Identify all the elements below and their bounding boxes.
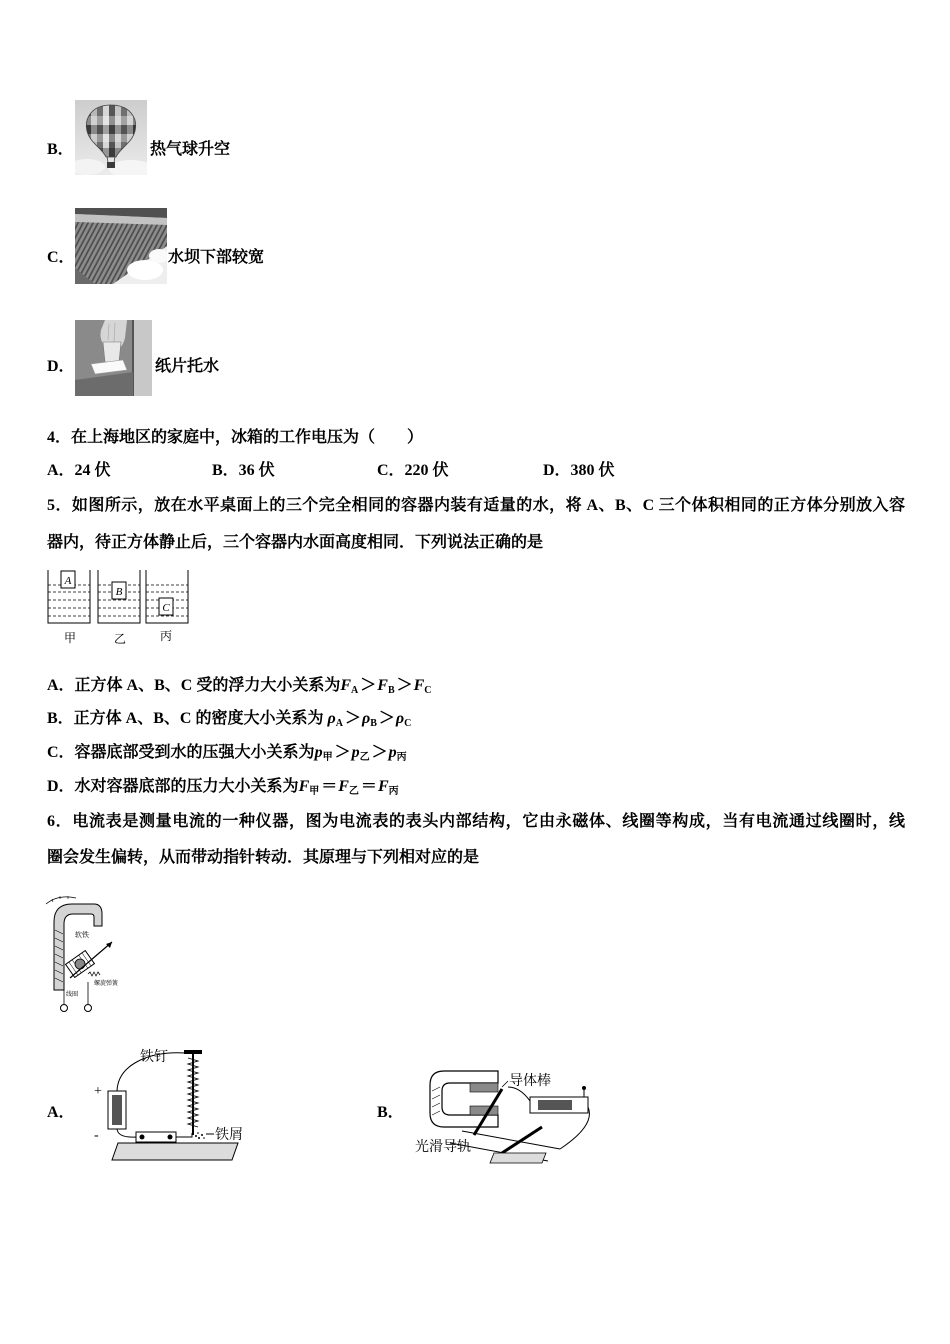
negative-terminal-label: - [94,1128,99,1143]
q5-option-b-text: B．正方体 A、B、C 的密度大小关系为 [47,710,328,727]
terminal [61,1005,68,1012]
magnet-pole-top [470,1083,498,1092]
iron-filings-label: 铁屑 [215,1128,243,1143]
q6-option-b-label: B． [377,1104,404,1121]
q3-option-b-caption: 热气球升空 [150,141,231,158]
q3-option-c-caption: 水坝下部较宽 [168,249,265,266]
symbol: p [388,744,397,761]
symbol: ρ [327,710,336,727]
operator: ＞ [396,677,413,694]
sliding-bar [502,1127,542,1153]
container-yi-label: 乙 [113,632,127,646]
subscript: B [370,718,377,729]
u-shaped-magnet [430,1071,498,1127]
q5-option-d [47,776,400,798]
terminal [85,1005,92,1012]
spiral-spring [88,972,100,976]
q3-option-b-label: B． [47,141,74,158]
symbol: F [377,778,389,795]
conductor-rod-label: 导体棒 [509,1074,551,1089]
conductor-rod-circuit-figure [410,1065,605,1175]
subscript: 乙 [348,786,359,797]
electromagnet-circuit-figure [88,1043,248,1163]
symbol: F [377,677,388,694]
symbol: F [338,778,349,795]
subscript: C [424,685,432,696]
cube-c-label: C [162,602,170,614]
q6-option-a-label: A． [47,1104,75,1121]
operator: ＞ [378,710,395,727]
subscript: 丙 [388,786,399,797]
q5-stem-line-1: 5．如图所示，放在水平桌面上的三个完全相同的容器内装有适量的水，将 A、B、C 三个体积相同的正方体分别放入容 [47,497,905,514]
q5-option-a-text: A．正方体 A、B、C 受的浮力大小关系为 [47,677,341,694]
symbol: F [298,778,310,795]
symbol: F [340,677,352,694]
operator: ＞ [371,744,388,761]
container-jia-label: 甲 [63,631,77,645]
subscript: B [387,685,395,696]
subscript: 丙 [396,752,407,763]
hot-air-balloon-photo [75,100,147,175]
q5-option-c-text: C．容器底部受到水的压强大小关系为 [47,744,315,761]
symbol: p [351,744,360,761]
soft-iron-core [75,959,85,969]
spring-label: 螺旋弹簧 [94,981,119,987]
dam-photo [75,208,167,284]
operator: ＞ [360,677,377,694]
q5-option-a [47,675,433,697]
iron-nail-head [184,1050,202,1054]
q4-option-a: A．24 伏 [47,462,111,479]
subscript: 乙 [359,752,370,763]
q5-option-b [47,708,412,730]
q4-stem: 4．在上海地区的家庭中，冰箱的工作电压为（ ） [47,429,424,446]
base-board [112,1143,238,1160]
symbol: ρ [395,710,405,727]
q3-option-d-caption: 纸片托水 [155,358,220,375]
subscript: A [335,718,343,729]
q3-option-d-label: D． [47,358,75,375]
operator: ＝ [321,778,338,795]
q6-stem-line-1: 6．电流表是测量电流的一种仪器，图为电流表的表头内部结构，它由永磁体、线圈等构成，当有电流通过线圈时，线 [47,813,905,830]
q3-option-c-label: C． [47,249,75,266]
cube-a-label: A [64,575,72,587]
iron-nail-label: 铁钉 [140,1050,168,1065]
three-containers-figure [45,565,193,647]
subscript: A [351,685,359,696]
positive-terminal-label: + [94,1084,102,1099]
q5-option-c [47,742,408,764]
q4-option-c: C．220 伏 [377,462,449,479]
operator: ＝ [360,778,377,795]
coil-winding [188,1058,198,1127]
operator: ＞ [334,744,351,761]
subscript: C [404,718,412,729]
container-bing-label: 丙 [159,629,173,643]
subscript: 甲 [309,786,320,797]
rail-base [490,1153,546,1163]
q4-option-d: D．380 伏 [543,462,615,479]
q6-stem-line-2: 圈会发生偏转，从而带动指针转动．其原理与下列相对应的是 [47,849,480,866]
operator: ＞ [344,710,361,727]
subscript: 甲 [322,752,333,763]
iron-filings [195,1132,205,1139]
ammeter-structure-figure [42,890,128,1016]
coil-label: 线圈 [66,992,79,998]
q4-option-b: B．36 伏 [212,462,275,479]
permanent-magnet [54,904,102,990]
paper-holding-water-photo [75,320,152,396]
q5-option-d-text: D．水对容器底部的压力大小关系为 [47,778,299,795]
soft-iron-label: 软铁 [75,931,89,939]
cube-b-label: B [115,586,123,598]
symbol: ρ [361,710,371,727]
smooth-rails-label: 光滑导轨 [415,1140,471,1155]
symbol: F [413,677,425,694]
magnet-pole-bottom [470,1106,498,1115]
symbol: p [314,744,323,761]
q5-stem-line-2: 器内，待正方体静止后，三个容器内水面高度相同．下列说法正确的是 [47,534,544,551]
